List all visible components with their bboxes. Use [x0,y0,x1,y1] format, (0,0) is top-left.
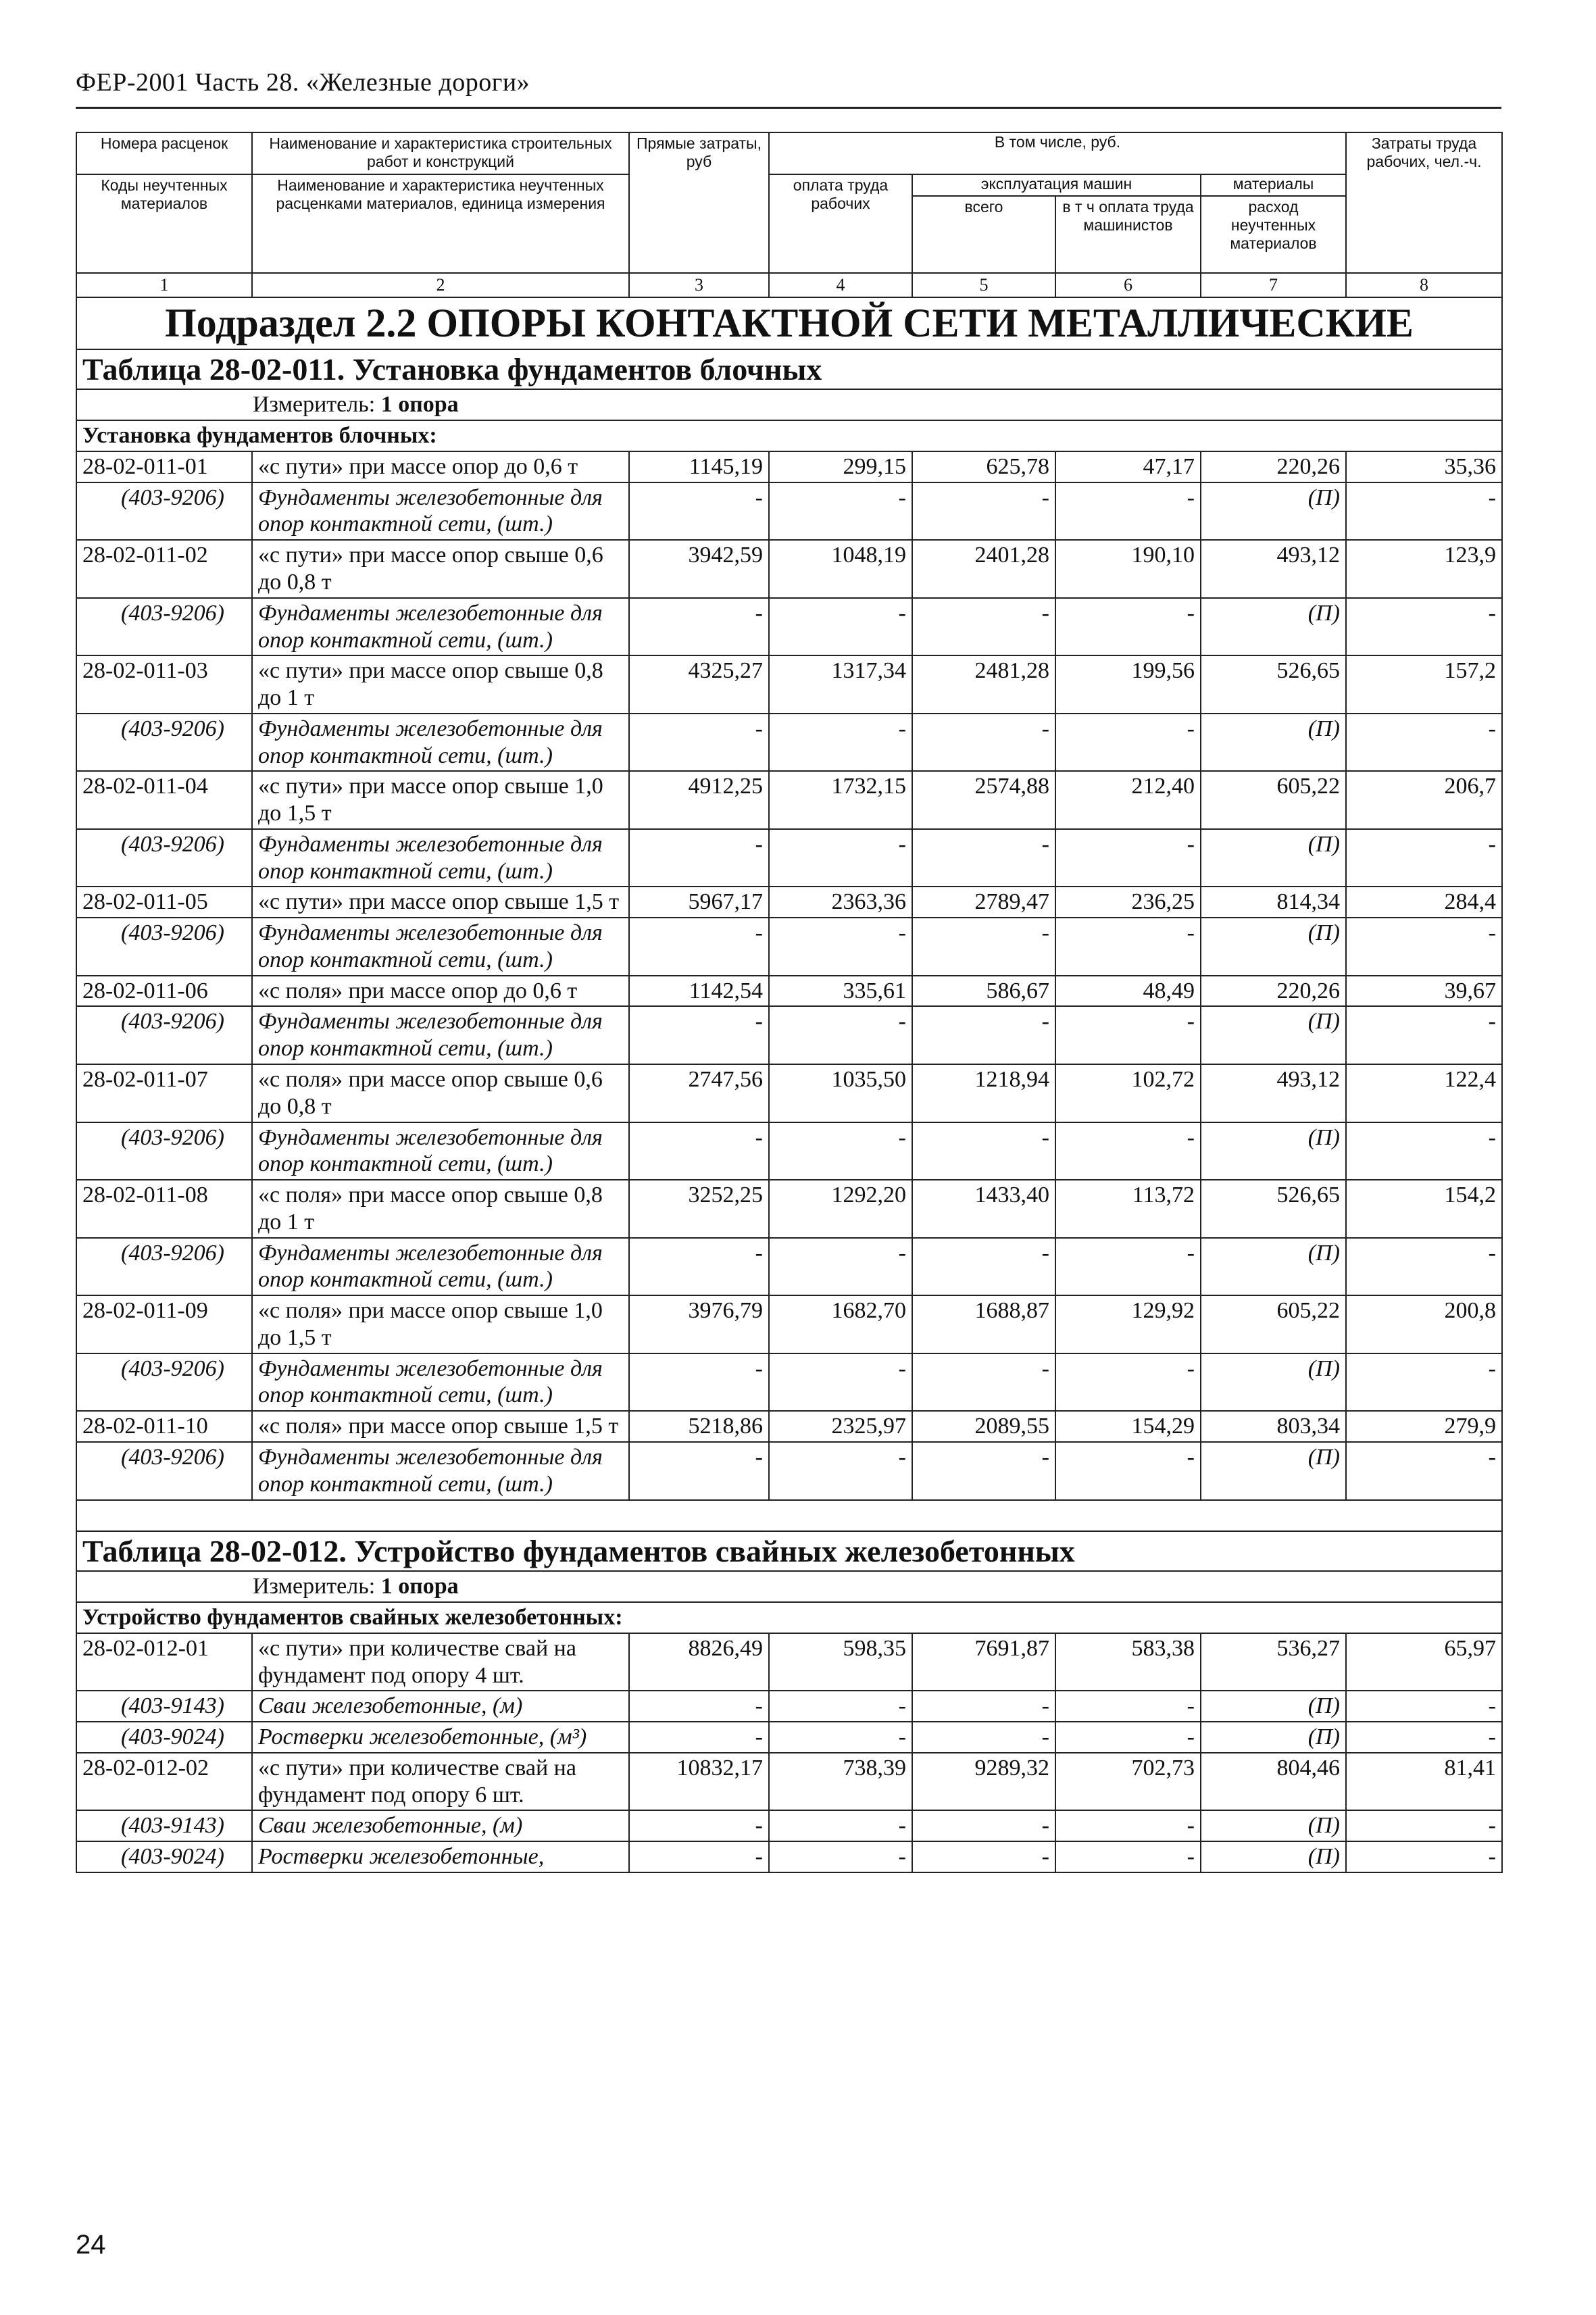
group-label: Установка фундаментов блочных: [76,420,1502,451]
table-title-row [76,349,1502,390]
material-value-cell: - [1346,1442,1502,1500]
value-cell: 48,49 [1055,976,1201,1007]
value-cell: 190,10 [1055,540,1201,598]
material-value-cell: - [629,1353,769,1412]
value-cell: 157,2 [1346,655,1502,714]
value-cell: 2401,28 [912,540,1055,598]
material-value-cell: - [1346,1810,1502,1841]
value-cell: 2574,88 [912,771,1055,829]
material-code: (403-9024) [76,1722,252,1753]
value-cell: 102,72 [1055,1064,1201,1122]
material-description: Фундаменты железобетонные для опор контактной сети, (шт.) [252,1238,629,1296]
material-code: (403-9206) [76,714,252,772]
material-value-cell: (П) [1201,482,1346,541]
material-value-cell: - [769,1841,912,1872]
value-cell: 1317,34 [769,655,912,714]
material-value-cell: - [1055,829,1201,887]
material-description: Фундаменты железобетонные для опор контактной сети, (шт.) [252,829,629,887]
material-value-cell: (П) [1201,1841,1346,1872]
value-cell: 220,26 [1201,976,1346,1007]
material-value-cell: - [629,714,769,772]
header-machines: эксплуатация машин [912,174,1201,196]
value-cell: 1732,15 [769,771,912,829]
material-value-cell: - [769,1353,912,1412]
material-value-cell: - [629,1810,769,1841]
work-description: «с пути» при массе опор свыше 1,5 т [252,887,629,918]
material-value-cell: - [1055,918,1201,976]
value-cell: 206,7 [1346,771,1502,829]
col-num: 7 [1201,273,1346,297]
rate-code: 28-02-011-04 [76,771,252,829]
measure-row [76,1571,1502,1602]
value-cell: 200,8 [1346,1295,1502,1353]
subsection-row [76,297,1502,349]
value-cell: 1688,87 [912,1295,1055,1353]
table-title: Таблица 28-02-011. Установка фундаментов блочных [76,349,1502,390]
material-row [76,1122,1502,1180]
rate-code: 28-02-011-03 [76,655,252,714]
col-num: 1 [76,273,252,297]
value-cell: 284,4 [1346,887,1502,918]
header-machines-total: всего [912,196,1055,273]
work-description: «с пути» при количестве свай на фундамент под опору 4 шт. [252,1633,629,1691]
value-cell: 1142,54 [629,976,769,1007]
col-num: 3 [629,273,769,297]
table-row [76,1180,1502,1238]
rate-code: 28-02-011-01 [76,451,252,482]
material-value-cell: - [629,1841,769,1872]
rate-code: 28-02-011-02 [76,540,252,598]
header-row-2 [76,174,1502,196]
rate-code: 28-02-012-01 [76,1633,252,1691]
value-cell: 3942,59 [629,540,769,598]
material-value-cell: - [769,1810,912,1841]
table-title-row [76,1531,1502,1572]
value-cell: 1048,19 [769,540,912,598]
material-value-cell: - [769,1006,912,1064]
value-cell: 279,9 [1346,1411,1502,1442]
value-cell: 738,39 [769,1753,912,1811]
material-value-cell: - [1346,1841,1502,1872]
table-title: Таблица 28-02-012. Устройство фундаментов свайных железобетонных [76,1531,1502,1572]
material-value-cell: - [912,829,1055,887]
header-rule [76,107,1501,109]
work-description: «с пути» при массе опор свыше 0,6 до 0,8 т [252,540,629,598]
material-description: Фундаменты железобетонные для опор контактной сети, (шт.) [252,598,629,656]
work-description: «с пути» при количестве свай на фундамент под опору 6 шт. [252,1753,629,1811]
value-cell: 220,26 [1201,451,1346,482]
value-cell: 3976,79 [629,1295,769,1353]
material-value-cell: (П) [1201,918,1346,976]
material-value-cell: - [912,482,1055,541]
group-label-row [76,1602,1502,1633]
material-value-cell: (П) [1201,829,1346,887]
material-value-cell: - [769,918,912,976]
material-value-cell: - [912,1238,1055,1296]
work-description: «с поля» при массе опор свыше 1,5 т [252,1411,629,1442]
value-cell: 7691,87 [912,1633,1055,1691]
material-value-cell: - [1346,1722,1502,1753]
spacer-cell [76,1500,1502,1531]
value-cell: 299,15 [769,451,912,482]
value-cell: 1145,19 [629,451,769,482]
value-cell: 493,12 [1201,540,1346,598]
material-row [76,1238,1502,1296]
value-cell: 123,9 [1346,540,1502,598]
value-cell: 39,67 [1346,976,1502,1007]
table-row [76,976,1502,1007]
material-value-cell: - [629,1442,769,1500]
table-row [76,1633,1502,1691]
material-description: Фундаменты железобетонные для опор контактной сети, (шт.) [252,714,629,772]
value-cell: 335,61 [769,976,912,1007]
material-value-cell: - [1346,1006,1502,1064]
work-description: «с поля» при массе опор свыше 0,6 до 0,8 т [252,1064,629,1122]
material-row [76,1841,1502,1872]
col-num: 8 [1346,273,1502,297]
material-row [76,1442,1502,1500]
value-cell: 35,36 [1346,451,1502,482]
material-value-cell: - [1055,482,1201,541]
material-value-cell: - [769,1691,912,1722]
value-cell: 598,35 [769,1633,912,1691]
material-value-cell: (П) [1201,1810,1346,1841]
material-value-cell: - [769,1122,912,1180]
material-code: (403-9024) [76,1841,252,1872]
value-cell: 212,40 [1055,771,1201,829]
material-value-cell: - [912,1442,1055,1500]
value-cell: 625,78 [912,451,1055,482]
header-col2-top: Наименование и характеристика строительных работ и конструкций [252,132,629,174]
material-description: Фундаменты железобетонные для опор контактной сети, (шт.) [252,1006,629,1064]
table-spacer [76,1500,1502,1531]
material-row [76,598,1502,656]
rate-code: 28-02-011-08 [76,1180,252,1238]
col-num: 6 [1055,273,1201,297]
material-row [76,482,1502,541]
material-value-cell: - [629,918,769,976]
material-value-cell: (П) [1201,1122,1346,1180]
value-cell: 526,65 [1201,655,1346,714]
value-cell: 814,34 [1201,887,1346,918]
material-value-cell: - [769,714,912,772]
material-code: (403-9206) [76,918,252,976]
header-col2-bottom: Наименование и характеристика неучтенных расценками материалов, единица измерения [252,174,629,273]
col-num: 4 [769,273,912,297]
material-value-cell: - [912,1122,1055,1180]
value-cell: 605,22 [1201,771,1346,829]
value-cell: 65,97 [1346,1633,1502,1691]
table-row [76,1064,1502,1122]
material-code: (403-9206) [76,1238,252,1296]
value-cell: 1035,50 [769,1064,912,1122]
value-cell: 4912,25 [629,771,769,829]
value-cell: 4325,27 [629,655,769,714]
material-value-cell: (П) [1201,1238,1346,1296]
table-row [76,887,1502,918]
material-code: (403-9206) [76,482,252,541]
value-cell: 586,67 [912,976,1055,1007]
measure-label: Измеритель: [253,392,376,418]
value-cell: 702,73 [1055,1753,1201,1811]
material-row [76,1006,1502,1064]
rate-code: 28-02-011-10 [76,1411,252,1442]
material-value-cell: - [1346,482,1502,541]
header-labor-pay: оплата труда рабочих [769,174,912,273]
value-cell: 122,4 [1346,1064,1502,1122]
value-cell: 1433,40 [912,1180,1055,1238]
table-row [76,1753,1502,1811]
material-value-cell: - [1346,918,1502,976]
material-value-cell: - [912,714,1055,772]
work-description: «с пути» при массе опор до 0,6 т [252,451,629,482]
measure-label: Измеритель: [253,1574,376,1599]
col-num: 2 [252,273,629,297]
header-direct-costs: Прямые затраты, руб [629,132,769,273]
header-machines-incl: в т ч оплата труда машинистов [1055,196,1201,273]
material-description: Сваи железобетонные, (м) [252,1691,629,1722]
table-row [76,655,1502,714]
material-value-cell: - [1346,829,1502,887]
material-value-cell: (П) [1201,1353,1346,1412]
material-value-cell: (П) [1201,1691,1346,1722]
material-value-cell: - [769,1722,912,1753]
material-value-cell: - [769,598,912,656]
work-description: «с поля» при массе опор до 0,6 т [252,976,629,1007]
value-cell: 2789,47 [912,887,1055,918]
header-row-1 [76,132,1502,174]
material-value-cell: - [1346,1238,1502,1296]
column-numbers-row [76,273,1502,297]
value-cell: 526,65 [1201,1180,1346,1238]
material-value-cell: - [1346,1122,1502,1180]
price-table [76,132,1503,1873]
value-cell: 113,72 [1055,1180,1201,1238]
value-cell: 8826,49 [629,1633,769,1691]
measure-unit [76,389,1502,420]
value-cell: 5967,17 [629,887,769,918]
value-cell: 2747,56 [629,1064,769,1122]
value-cell: 1218,94 [912,1064,1055,1122]
material-value-cell: - [629,829,769,887]
material-value-cell: - [1055,1006,1201,1064]
material-code: (403-9206) [76,1122,252,1180]
value-cell: 2363,36 [769,887,912,918]
measure-row [76,389,1502,420]
header-incl: В том числе, руб. [769,132,1346,174]
material-value-cell: - [1346,1691,1502,1722]
material-value-cell: - [1346,714,1502,772]
rate-code: 28-02-011-07 [76,1064,252,1122]
material-value-cell: - [912,1722,1055,1753]
measure-value: 1 опора [380,392,459,418]
material-code: (403-9206) [76,1353,252,1412]
value-cell: 803,34 [1201,1411,1346,1442]
rate-code: 28-02-011-05 [76,887,252,918]
material-value-cell: - [912,1691,1055,1722]
value-cell: 81,41 [1346,1753,1502,1811]
material-value-cell: - [629,1006,769,1064]
material-value-cell: - [1055,1122,1201,1180]
material-value-cell: - [769,1442,912,1500]
material-description: Фундаменты железобетонные для опор контактной сети, (шт.) [252,1353,629,1412]
work-description: «с пути» при массе опор свыше 0,8 до 1 т [252,655,629,714]
rate-code: 28-02-012-02 [76,1753,252,1811]
value-cell: 10832,17 [629,1753,769,1811]
header-materials: материалы [1201,174,1346,196]
material-value-cell: - [912,1353,1055,1412]
value-cell: 199,56 [1055,655,1201,714]
material-code: (403-9206) [76,598,252,656]
page-number: 24 [76,2230,106,2260]
material-row [76,1691,1502,1722]
work-description: «с пути» при массе опор свыше 1,0 до 1,5 т [252,771,629,829]
group-label: Устройство фундаментов свайных железобетонных: [76,1602,1502,1633]
material-code: (403-9143) [76,1691,252,1722]
value-cell: 536,27 [1201,1633,1346,1691]
material-value-cell: - [629,598,769,656]
header-labor: Затраты труда рабочих, чел.-ч. [1346,132,1502,273]
material-value-cell: - [629,1691,769,1722]
header-materials-sub: расход неучтенных материалов [1201,196,1346,273]
material-value-cell: - [1055,1353,1201,1412]
table-row [76,451,1502,482]
material-value-cell: - [1346,598,1502,656]
material-value-cell: - [1055,1722,1201,1753]
material-value-cell: - [629,1122,769,1180]
material-value-cell: - [769,829,912,887]
material-value-cell: (П) [1201,714,1346,772]
material-description: Сваи железобетонные, (м) [252,1810,629,1841]
table-row [76,771,1502,829]
material-value-cell: - [629,1238,769,1296]
material-value-cell: - [1055,1810,1201,1841]
table-row [76,540,1502,598]
table-row [76,1295,1502,1353]
material-description: Фундаменты железобетонные для опор контактной сети, (шт.) [252,482,629,541]
material-description: Фундаменты железобетонные для опор контактной сети, (шт.) [252,918,629,976]
material-row [76,714,1502,772]
value-cell: 804,46 [1201,1753,1346,1811]
material-value-cell: - [1055,1841,1201,1872]
material-code: (403-9206) [76,1006,252,1064]
running-header: ФЕР-2001 Часть 28. «Железные дороги» [76,68,530,97]
material-description: Фундаменты железобетонные для опор контактной сети, (шт.) [252,1122,629,1180]
material-row [76,829,1502,887]
material-value-cell: - [769,1238,912,1296]
material-description: Ростверки железобетонные, [252,1841,629,1872]
measure-unit [76,1571,1502,1602]
rate-code: 28-02-011-09 [76,1295,252,1353]
header-col1-bottom: Коды неучтенных материалов [76,174,252,273]
material-value-cell: - [1055,598,1201,656]
material-code: (403-9143) [76,1810,252,1841]
material-value-cell: (П) [1201,1006,1346,1064]
value-cell: 2325,97 [769,1411,912,1442]
value-cell: 154,2 [1346,1180,1502,1238]
measure-value: 1 опора [380,1574,459,1599]
value-cell: 605,22 [1201,1295,1346,1353]
value-cell: 9289,32 [912,1753,1055,1811]
material-value-cell: - [1055,1691,1201,1722]
material-description: Ростверки железобетонные, (м³) [252,1722,629,1753]
work-description: «с поля» при массе опор свыше 1,0 до 1,5 т [252,1295,629,1353]
material-value-cell: - [912,1841,1055,1872]
material-value-cell: (П) [1201,1442,1346,1500]
material-row [76,1722,1502,1753]
material-description: Фундаменты железобетонные для опор контактной сети, (шт.) [252,1442,629,1500]
rate-code: 28-02-011-06 [76,976,252,1007]
material-value-cell: (П) [1201,598,1346,656]
value-cell: 3252,25 [629,1180,769,1238]
material-value-cell: - [1055,1238,1201,1296]
value-cell: 1682,70 [769,1295,912,1353]
material-code: (403-9206) [76,829,252,887]
table-row [76,1411,1502,1442]
value-cell: 493,12 [1201,1064,1346,1122]
material-value-cell: - [912,1810,1055,1841]
material-code: (403-9206) [76,1442,252,1500]
value-cell: 47,17 [1055,451,1201,482]
value-cell: 583,38 [1055,1633,1201,1691]
work-description: «с поля» при массе опор свыше 0,8 до 1 т [252,1180,629,1238]
material-value-cell: - [769,482,912,541]
material-value-cell: - [912,598,1055,656]
material-value-cell: - [912,918,1055,976]
material-row [76,1353,1502,1412]
value-cell: 129,92 [1055,1295,1201,1353]
value-cell: 1292,20 [769,1180,912,1238]
col-num: 5 [912,273,1055,297]
material-value-cell: - [629,482,769,541]
group-label-row [76,420,1502,451]
value-cell: 154,29 [1055,1411,1201,1442]
material-value-cell: - [629,1722,769,1753]
material-value-cell: (П) [1201,1722,1346,1753]
value-cell: 236,25 [1055,887,1201,918]
value-cell: 5218,86 [629,1411,769,1442]
material-value-cell: - [1055,1442,1201,1500]
value-cell: 2481,28 [912,655,1055,714]
subsection-title: Подраздел 2.2 ОПОРЫ КОНТАКТНОЙ СЕТИ МЕТАЛЛИЧЕСКИЕ [76,297,1502,349]
material-row [76,918,1502,976]
material-value-cell: - [1346,1353,1502,1412]
material-value-cell: - [912,1006,1055,1064]
material-value-cell: - [1055,714,1201,772]
value-cell: 2089,55 [912,1411,1055,1442]
header-col1-top: Номера расценок [76,132,252,174]
material-row [76,1810,1502,1841]
